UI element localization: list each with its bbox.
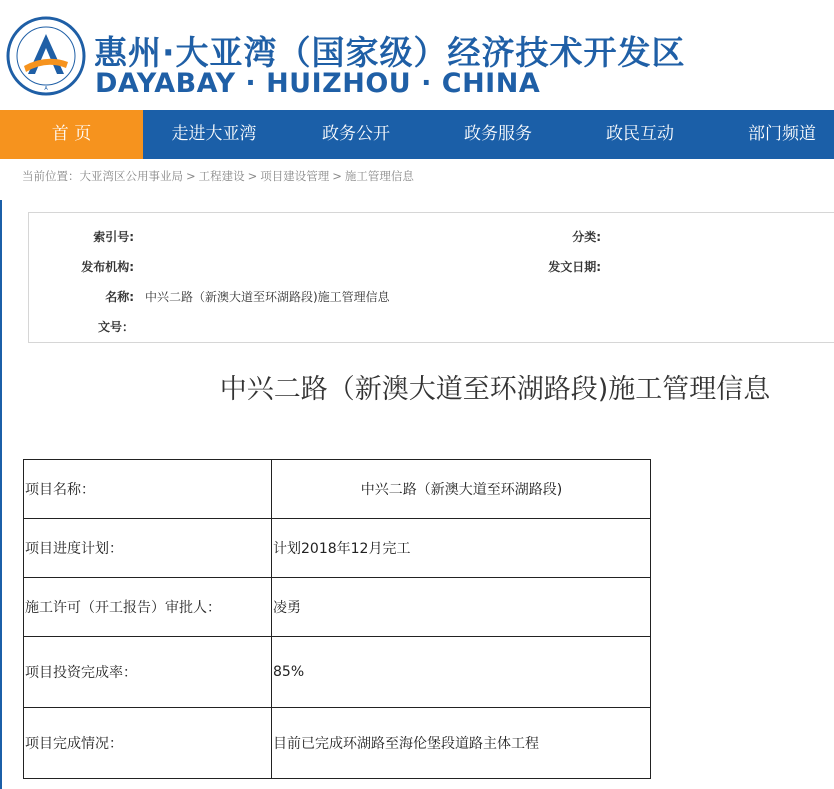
table-cell-value: 中兴二路（新澳大道至环湖路段) <box>272 460 651 519</box>
breadcrumb-item-project-management[interactable]: 项目建设管理 <box>260 169 330 183</box>
nav-item-about-dayabay[interactable]: 走进大亚湾 <box>171 124 257 144</box>
nav-item-government-affairs[interactable]: 政务公开 <box>322 124 390 144</box>
logo-letter: A <box>44 86 48 92</box>
breadcrumb-separator: > <box>332 169 342 183</box>
table-row <box>24 637 651 708</box>
breadcrumb-prefix: 当前位置： <box>22 169 80 183</box>
table-cell-value: 计划2018年12月完工 <box>272 519 651 578</box>
nav-item-government-services[interactable]: 政务服务 <box>464 124 532 144</box>
table-row <box>24 708 651 779</box>
table-cell-key: 项目名称： <box>24 460 272 519</box>
breadcrumb-item-engineering[interactable]: 工程建设 <box>198 169 245 183</box>
project-info-table <box>23 459 651 779</box>
site-title-en: DAYABAY · HUIZHOU · CHINA <box>95 68 541 99</box>
breadcrumb-separator: > <box>186 169 196 183</box>
meta-category-label: 分类: <box>572 230 601 244</box>
meta-docno-label: 文号： <box>97 320 134 334</box>
meta-index-label: 索引号: <box>93 230 134 244</box>
breadcrumb-item-bureau[interactable]: 大亚湾区公用事业局 <box>79 169 183 183</box>
site-header <box>0 0 834 110</box>
meta-publisher-label: 发布机构: <box>81 260 134 274</box>
table-cell-key: 项目投资完成率： <box>24 637 272 708</box>
table-cell-value: 85% <box>272 637 651 708</box>
meta-name-label: 名称: <box>105 290 134 304</box>
site-title-cn: 惠州·大亚湾（国家级）经济技术开发区 <box>94 33 686 72</box>
content-left-rule <box>0 200 2 789</box>
dayabay-logo-icon[interactable] <box>6 16 86 96</box>
breadcrumb-separator: > <box>247 169 258 183</box>
breadcrumb-item-construction-info[interactable]: 施工管理信息 <box>344 169 414 183</box>
document-meta-box <box>28 212 834 343</box>
table-cell-key: 项目进度计划： <box>24 519 272 578</box>
article-title: 中兴二路（新澳大道至环湖路段)施工管理信息 <box>219 374 771 405</box>
meta-name-value: 中兴二路（新澳大道至环湖路段)施工管理信息 <box>145 290 390 304</box>
table-row <box>24 519 651 578</box>
table-row <box>24 460 651 519</box>
table-cell-value: 凌勇 <box>272 578 651 637</box>
nav-item-departments[interactable]: 部门频道 <box>748 124 816 144</box>
breadcrumb <box>22 168 414 184</box>
table-cell-value: 目前已完成环湖路至海伦堡段道路主体工程 <box>272 708 651 779</box>
table-row <box>24 578 651 637</box>
table-cell-key: 施工许可（开工报告）审批人： <box>24 578 272 637</box>
nav-item-home[interactable]: 首 页 <box>0 110 143 159</box>
main-nav <box>0 110 834 159</box>
meta-date-label: 发文日期: <box>548 260 601 274</box>
table-cell-key: 项目完成情况： <box>24 708 272 779</box>
nav-item-interaction[interactable]: 政民互动 <box>606 124 674 144</box>
